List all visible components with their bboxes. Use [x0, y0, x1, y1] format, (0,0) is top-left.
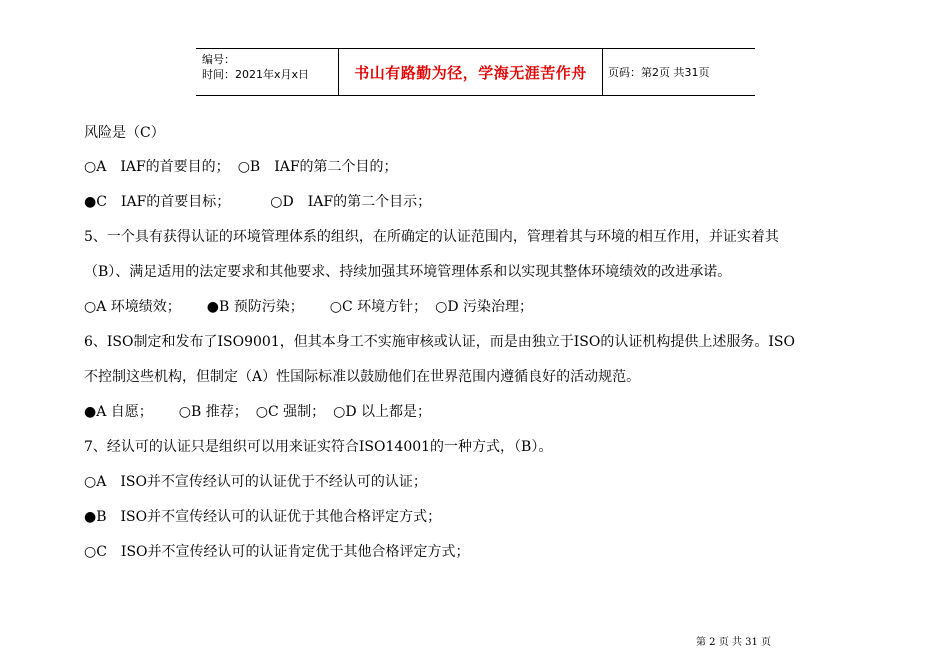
q6-options-row [84, 403, 431, 421]
q4-option-d: ○D IAF的第二个目示； [270, 194, 432, 210]
q6-text-line-2: 不控制这些机构，但制定（A）性国际标准以鼓励他们在世界范围内遵循良好的活动规范。 [84, 369, 641, 385]
header-number-label: 编号： [202, 53, 235, 66]
header-page-info: 页码：第2页 共31页 [608, 66, 710, 79]
q5-options-row [84, 298, 533, 316]
q6-option-b: ○B 推荐； [178, 404, 248, 420]
q6-option-c: ○C 强制； [255, 404, 326, 420]
q6-text-line-1: 6、ISO制定和发布了ISO9001，但其本身工不实施审核或认证，而是由独立于ISO的认证机构提供上述服务。ISO [84, 334, 795, 350]
header-table [196, 48, 755, 96]
q4-option-c: ●C IAF的首要目标； [84, 194, 231, 210]
q4-option-a: ○A IAF的首要目的； [84, 159, 230, 175]
q5-option-d: ○D 污染治理； [435, 299, 534, 315]
q5-text-line-2: （B）、满足适用的法定要求和其他要求、持续加强其环境管理体系和以实现其整体环境绩效的改进承诺。 [84, 264, 732, 280]
risk-answer-line: 风险是（C） [84, 125, 165, 141]
footer-page-number: 第 2 页 共 31 页 [696, 637, 771, 648]
q6-option-d: ○D 以上都是； [333, 404, 432, 420]
q7-option-a: ○A ISO并不宣传经认可的认证优于不经认可的认证； [84, 474, 427, 490]
q5-option-b: ●B 预防污染； [206, 299, 304, 315]
q7-option-b: ●B ISO并不宣传经认可的认证优于其他合格评定方式； [84, 509, 442, 525]
q5-text-line-1: 5、一个具有获得认证的环境管理体系的组织，在所确定的认证范围内，管理着其与环境的相互作用，并证实着其 [84, 229, 779, 245]
q4-option-b: ○B IAF的第二个目的； [237, 159, 398, 175]
q4-options-row-2 [84, 193, 431, 211]
header-time-label: 时间：2021年x月x日 [202, 68, 310, 81]
q7-text-line: 7、经认可的认证只是组织可以用来证实符合ISO14001的一种方式，（B）。 [84, 439, 553, 455]
q5-option-a: ○A 环境绩效； [84, 299, 181, 315]
q7-option-c: ○C ISO并不宣传经认可的认证肯定优于其他合格评定方式； [84, 544, 470, 560]
header-motto: 书山有路勤为径，学海无涯苦作舟 [339, 49, 603, 95]
q5-option-c: ○C 环境方针； [329, 299, 428, 315]
header-meta-cell [196, 49, 339, 95]
q6-option-a: ●A 自愿； [84, 404, 153, 420]
q4-options-row-1 [84, 158, 398, 176]
